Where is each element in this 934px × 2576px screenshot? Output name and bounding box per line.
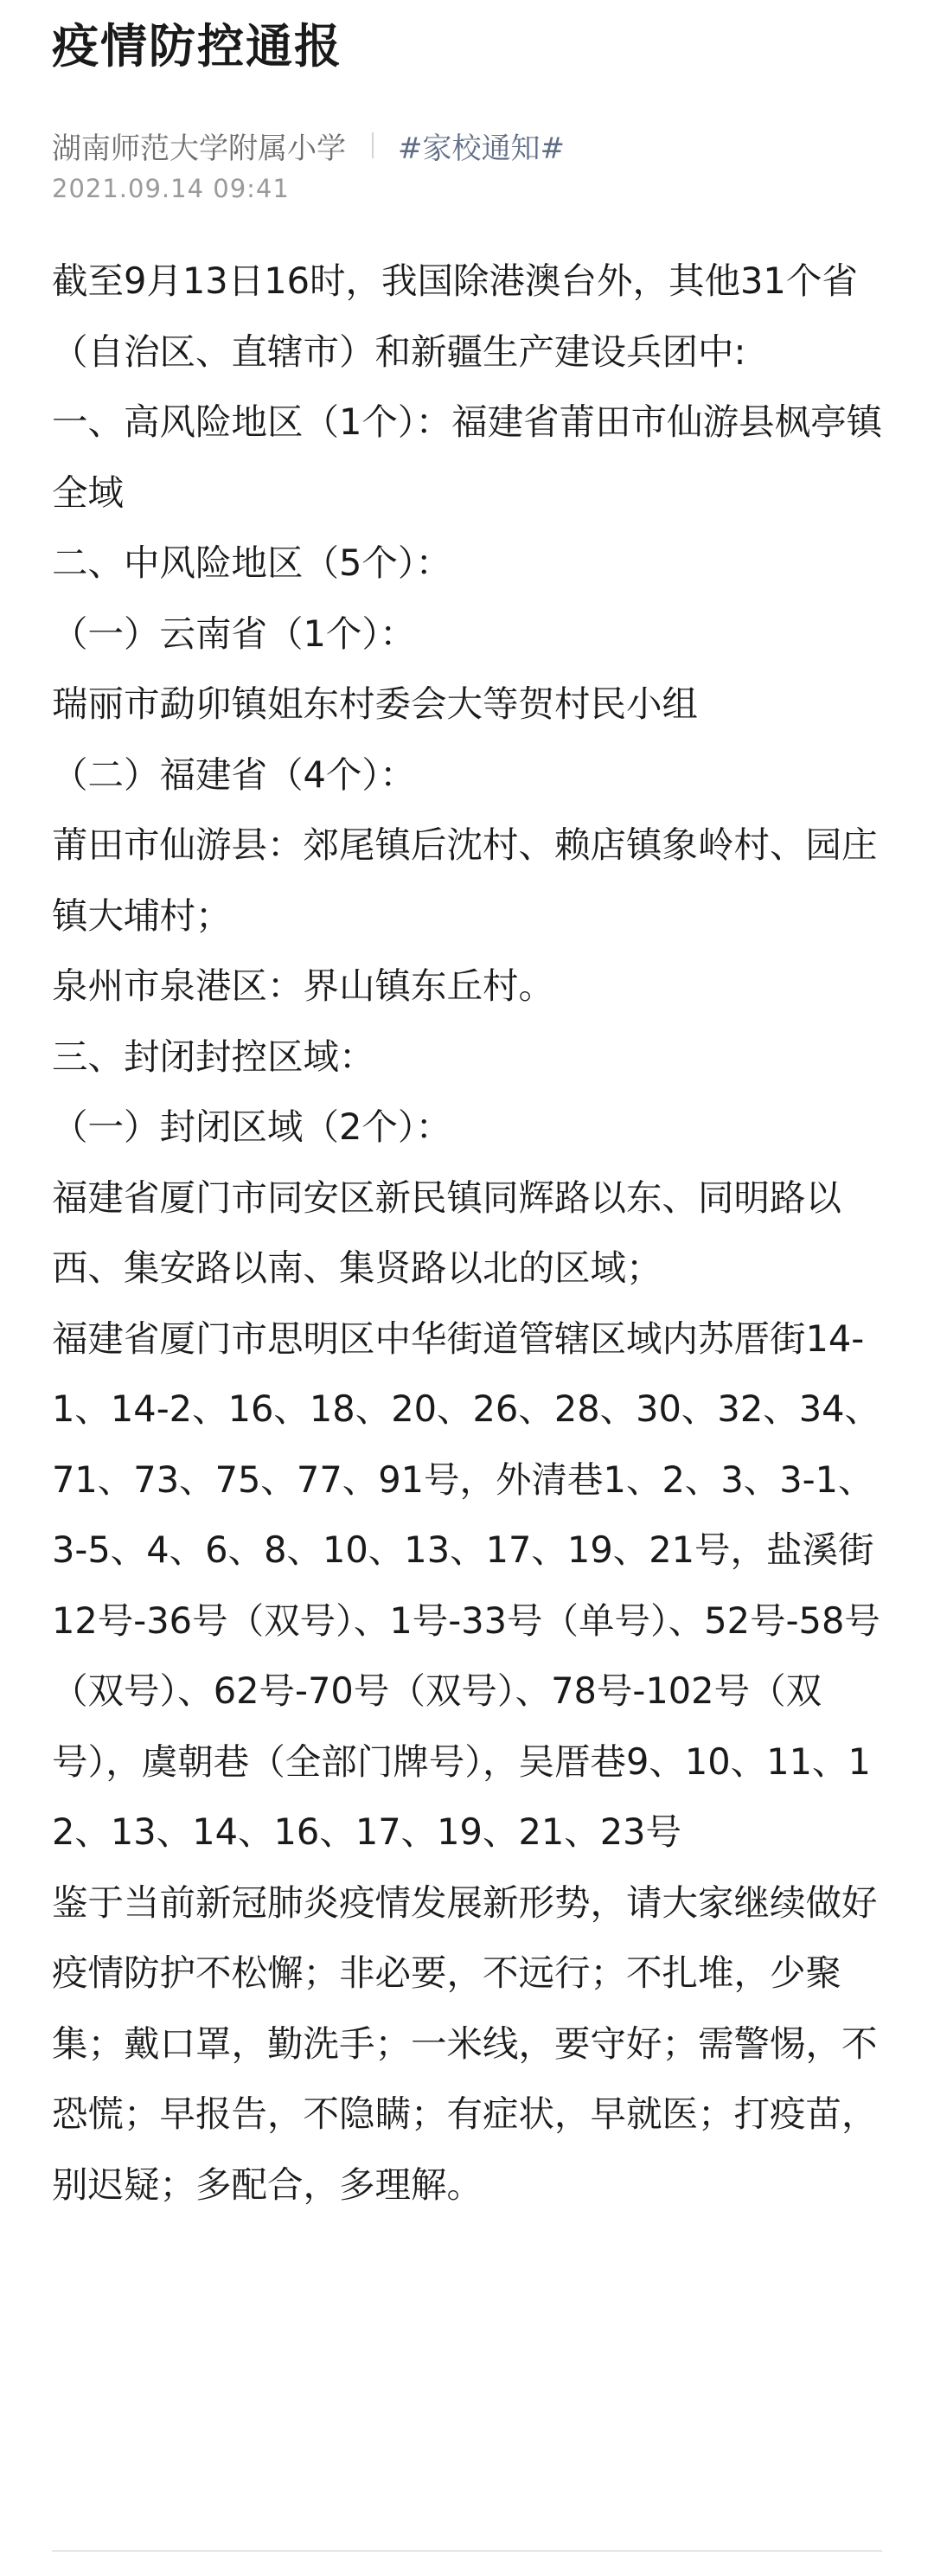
bottom-divider: [52, 2550, 882, 2552]
article-title: 疫情防控通报: [52, 19, 342, 74]
paragraph: 三、封闭封控区域：: [52, 1035, 375, 1078]
article-meta: [52, 125, 891, 166]
author-name[interactable]: 湖南师范大学附属小学: [52, 131, 346, 166]
article-body: [52, 246, 891, 2220]
paragraph: （二）福建省（4个）：: [52, 753, 416, 796]
meta-divider: [372, 132, 374, 158]
paragraph: 福建省厦门市同安区新民镇同辉路以东、同明路以西、集安路以南、集贤路以北的区域；: [52, 1176, 842, 1289]
paragraph: 鉴于当前新冠肺炎疫情发展新形势，请大家继续做好疫情防护不松懈；非必要，不远行；不扎堆，少聚集；戴口罩，勤洗手；一米线，要守好；需警惕，不恐慌；早报告，不隐瞒；有症状，早就医；打疫苗，别迟疑；多配合，多理解。: [52, 1881, 878, 2206]
publish-date: 2021.09.14 09:41: [52, 174, 290, 203]
paragraph: （一）云南省（1个）：: [52, 612, 416, 655]
article: [52, 0, 891, 2220]
paragraph: 一、高风险地区（1个）：福建省莆田市仙游县枫亭镇全域: [52, 400, 883, 514]
paragraph: （一）封闭区域（2个）：: [52, 1105, 452, 1148]
paragraph: 瑞丽市勐卯镇姐东村委会大等贺村民小组: [52, 682, 699, 725]
paragraph: 福建省厦门市思明区中华街道管辖区域内苏厝街14-1、14-2、16、18、20、26、28、30、32、34、71、73、75、77、91号，外清巷1、2、3、3-1、3-5、4、6、8、10、13、17、19、21号，盐溪街12号-36号（双号）、1号-33号（单号）、52号-58号（双号）、62号-70号（双号）、78号-102号（双号），虞朝巷（全部门牌号），吴厝巷9、10、11、12、13、14、16、17、19、21、23号: [52, 1317, 881, 1853]
paragraph: 二、中风险地区（5个）：: [52, 541, 452, 584]
paragraph: 截至9月13日16时，我国除港澳台外，其他31个省（自治区、直辖市）和新疆生产建设兵团中:: [52, 260, 858, 373]
paragraph: 莆田市仙游县：郊尾镇后沈村、赖店镇象岭村、园庄镇大埔村；: [52, 823, 878, 937]
paragraph: 泉州市泉港区：界山镇东丘村。: [52, 964, 555, 1007]
topic-tag[interactable]: #家校通知#: [398, 131, 565, 166]
